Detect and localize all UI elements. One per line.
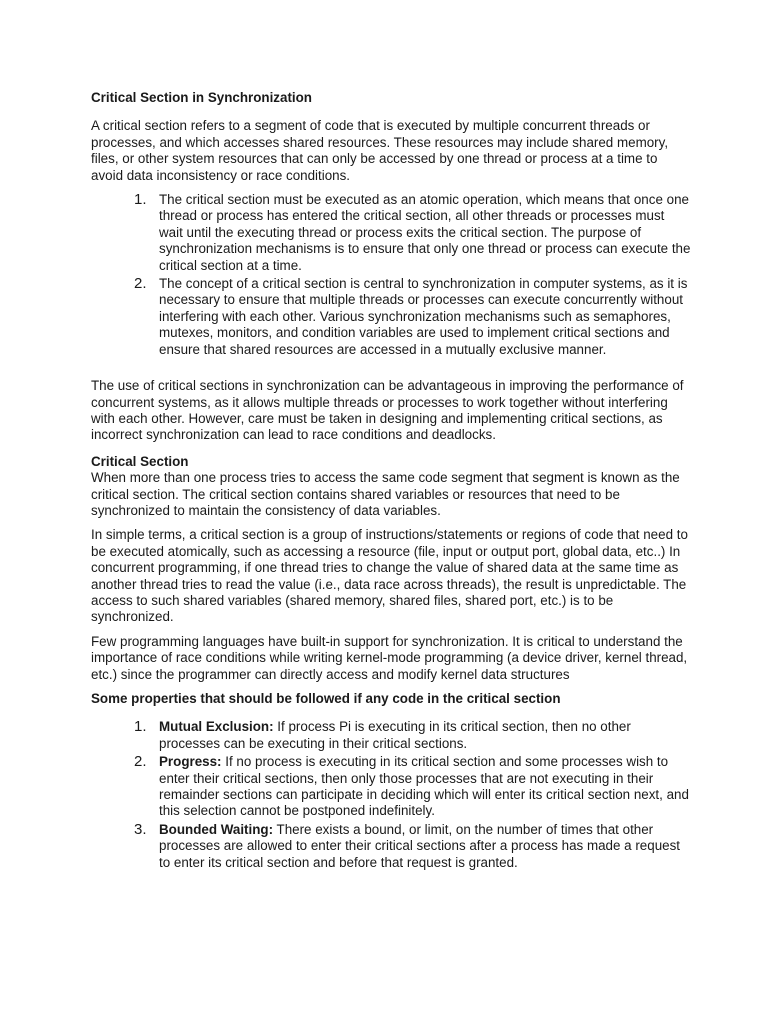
- languages-paragraph: Few programming languages have built-in support for synchronization. It is critical to understand the importance of race conditions while writing kernel-mode programming (a device driver, kernel thread, etc.) since the programmer can directly access and modify kernel data structures: [91, 633, 688, 682]
- list-number: 1.: [134, 718, 147, 736]
- list-number: 1.: [134, 191, 147, 209]
- property-description: There exists a bound, or limit, on the number of times that other processes are allowed to enter their critical sections after a process has made a request to enter its critical section and before that request is granted.: [159, 821, 681, 870]
- list-number: 2.: [134, 753, 147, 771]
- advantages-paragraph: The use of critical sections in synchronization can be advantageous in improving the performance of concurrent systems, as it allows multiple threads or processes to work together without interfering with each other. However, care must be taken in designing and implementing critical sections, as incorrect synchronization can lead to race conditions and deadlocks.: [91, 378, 684, 443]
- list-item: [91, 754, 691, 820]
- document-title: Critical Section in Synchronization: [91, 90, 312, 105]
- list-number: 3.: [134, 820, 147, 838]
- property-term: Mutual Exclusion:: [159, 719, 274, 735]
- section-heading-properties: Some properties that should be followed if any code in the critical section: [91, 691, 561, 706]
- property-term: Progress:: [159, 754, 222, 770]
- list-item: [91, 719, 691, 752]
- document-body: [91, 90, 691, 873]
- list-item: [91, 822, 691, 871]
- list-item: [91, 276, 691, 358]
- list-item: [91, 192, 691, 274]
- property-description: If process Pi is executing in its critical section, then no other processes can be executing in their critical sections.: [159, 719, 631, 751]
- property-description: If no process is executing in its critical section and some processes wish to enter their critical sections, then only those processes that are not executing in their remainder sections can participate in deciding which will enter its critical section next, and this selection cannot be postponed indefinitely.: [159, 754, 689, 819]
- numbered-list-1: [91, 192, 691, 358]
- list-number: 2.: [134, 275, 147, 293]
- list-item-text: The concept of a critical section is central to synchronization in computer systems, as it is necessary to ensure that multiple threads or processes can execute concurrently without interfering with each other. Various synchronization mechanisms such as semaphores, mutexes, monitors, and condition variables are used to implement critical sections and ensure that shared resources are accessed in a mutually exclusive manner.: [159, 276, 688, 357]
- numbered-list-2: [91, 719, 691, 871]
- list-item-text: The critical section must be executed as an atomic operation, which means that once one thread or process has entered the critical section, all other threads or processes must wait until the executing thread or process exits the critical section. The purpose of synchronization mechanisms is to ensure that only one thread or process can execute the critical section at a time.: [159, 192, 691, 273]
- simple-terms-paragraph: In simple terms, a critical section is a group of instructions/statements or regions of code that need to be executed atomically, such as accessing a resource (file, input or output port, global data, etc..) In concurrent programming, if one thread tries to change the value of shared data at the same time as another thread tries to read the value (i.e., data race across threads), the result is unpredictable. The access to such shared variables (shared memory, shared files, shared port, etc.) is to be synchronized.: [91, 527, 688, 625]
- section-heading-critical-section: Critical Section: [91, 453, 189, 469]
- definition-paragraph: When more than one process tries to access the same code segment that segment is known as the critical section. The critical section contains shared variables or resources that need to be synchronized to maintain the consistency of data variables.: [91, 470, 680, 518]
- property-term: Bounded Waiting:: [159, 821, 274, 837]
- intro-paragraph: A critical section refers to a segment of code that is executed by multiple concurrent threads or processes, and which accesses shared resources. These resources may include shared memory, files, or other system resources that can only be accessed by one thread or process at a time to avoid data inconsistency or race conditions.: [91, 118, 669, 183]
